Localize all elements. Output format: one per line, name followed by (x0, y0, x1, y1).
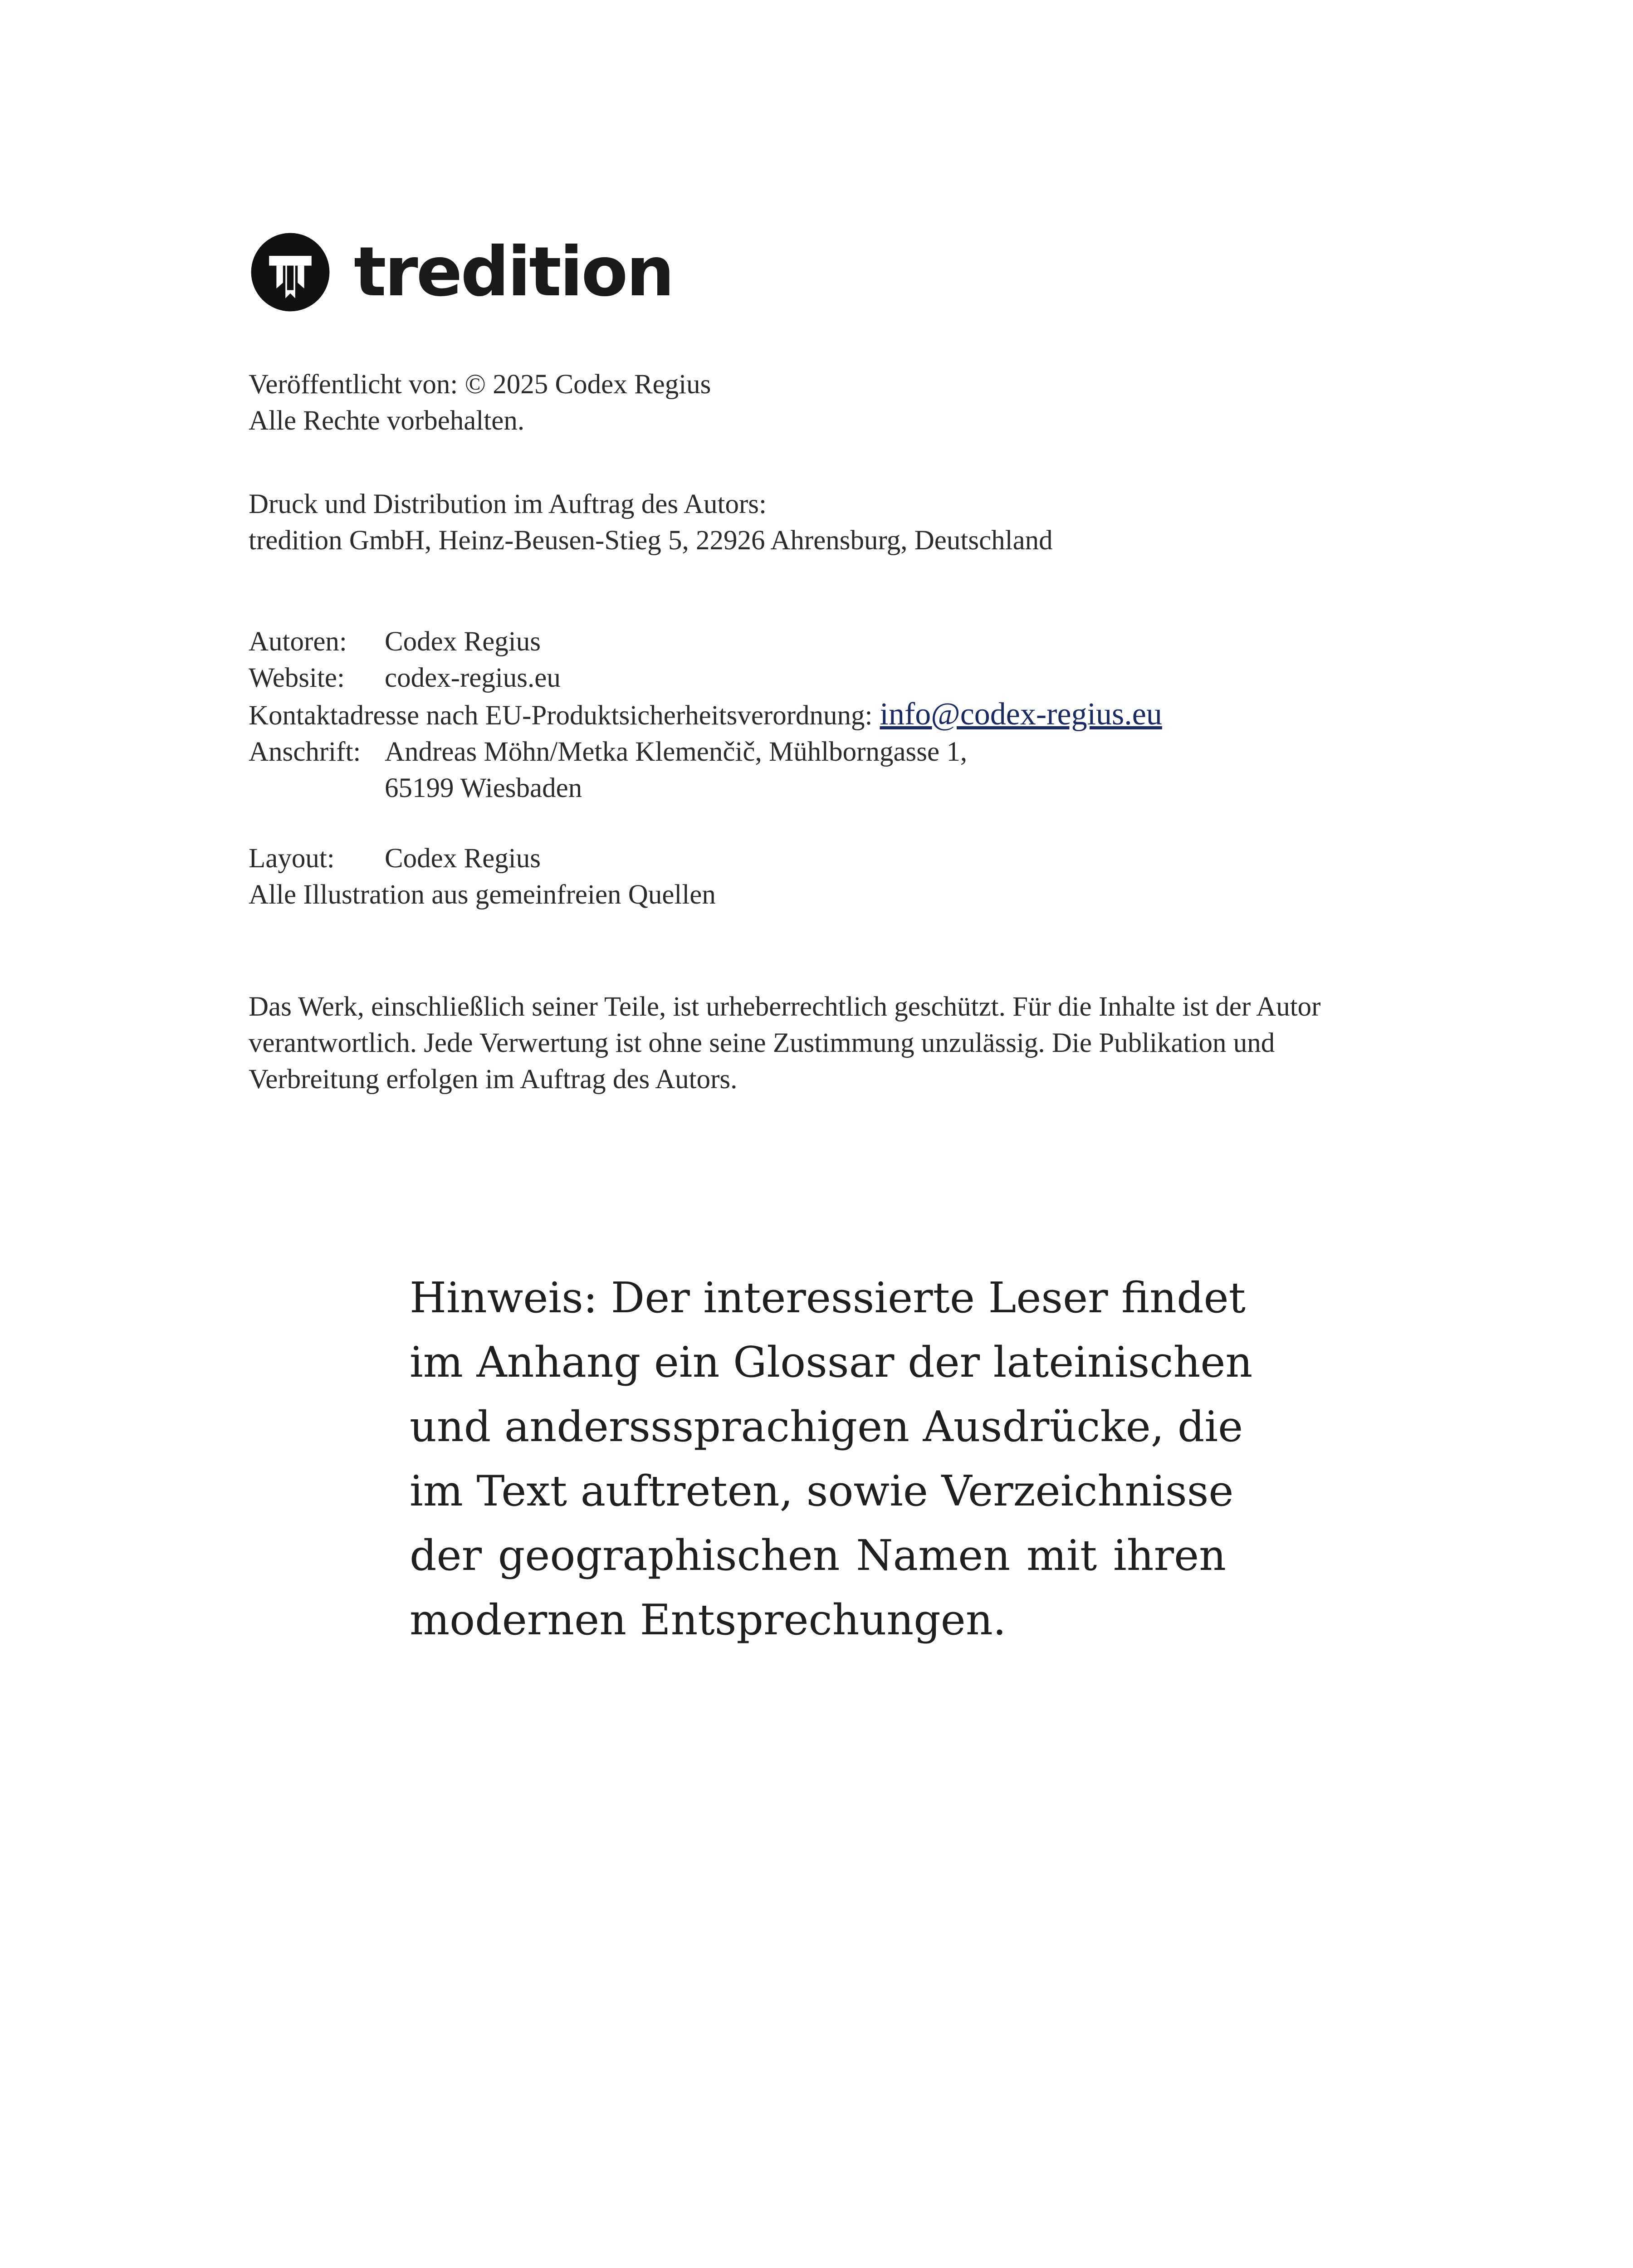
published-by: Veröffentlicht von: © 2025 Codex Regius (249, 369, 711, 400)
address-line-1: Andreas Möhn/Metka Klemenčič, Mühlborngasse 1, (385, 737, 968, 767)
publisher-section (249, 367, 711, 439)
hint-line-3: und andersssprachigen Ausdrücke, die (410, 1402, 1243, 1451)
rights-reserved: Alle Rechte vorbehalten. (249, 406, 525, 436)
layout-label: Layout: (249, 843, 335, 874)
address-label: Anschrift: (249, 737, 361, 767)
website-label: Website: (249, 663, 345, 693)
hint-line-5: der geographischen Namen mit ihren (410, 1531, 1226, 1580)
hint-line-4: im Text auftreten, sowie Verzeichnisse (410, 1466, 1234, 1515)
website-value: codex-regius.eu (385, 663, 561, 693)
copyright-line-1: Das Werk, einschließlich seiner Teile, ist urheberrechtlich geschützt. Für die Inhalte ist der Autor (249, 992, 1321, 1022)
contact-label: Kontaktadresse nach EU-Produktsicherheitsverordnung: (249, 700, 873, 731)
hint-line-1: Hinweis: Der interessierte Leser findet (410, 1273, 1246, 1322)
imprint-block (249, 0, 1428, 953)
glossary-hint (410, 1266, 1253, 1652)
copyright-line-3: Verbreitung erfolgen im Auftrag des Autors. (249, 1064, 738, 1095)
contact-section (249, 624, 1162, 807)
contact-email-link[interactable]: info@codex-regius.eu (880, 697, 1162, 732)
illustrations-note: Alle Illustration aus gemeinfreien Quellen (249, 880, 716, 910)
print-address: tredition GmbH, Heinz-Beusen-Stieg 5, 22926 Ahrensburg, Deutschland (249, 525, 1053, 556)
layout-section (249, 841, 716, 913)
contact-row (249, 696, 1162, 734)
print-section (249, 486, 1053, 559)
address-line-2: 65199 Wiesbaden (385, 773, 582, 803)
authors-row (249, 624, 1162, 660)
print-intro: Druck und Distribution im Auftrag des Autors: (249, 489, 767, 519)
copyright-line-2: verantwortlich. Jede Verwertung ist ohne seine Zustimmung unzulässig. Die Publikation und (249, 1028, 1275, 1058)
layout-row (249, 841, 716, 877)
authors-label: Autoren: (249, 626, 347, 657)
hint-line-6: modernen Entsprechungen. (410, 1595, 1007, 1644)
copyright-notice (249, 989, 1383, 1098)
website-row (249, 660, 1162, 696)
layout-value: Codex Regius (385, 843, 541, 874)
address-row (249, 734, 1162, 770)
logo-wordmark: tredition (354, 233, 673, 312)
authors-value: Codex Regius (385, 626, 541, 657)
hint-line-2: im Anhang ein Glossar der lateinischen (410, 1338, 1253, 1387)
